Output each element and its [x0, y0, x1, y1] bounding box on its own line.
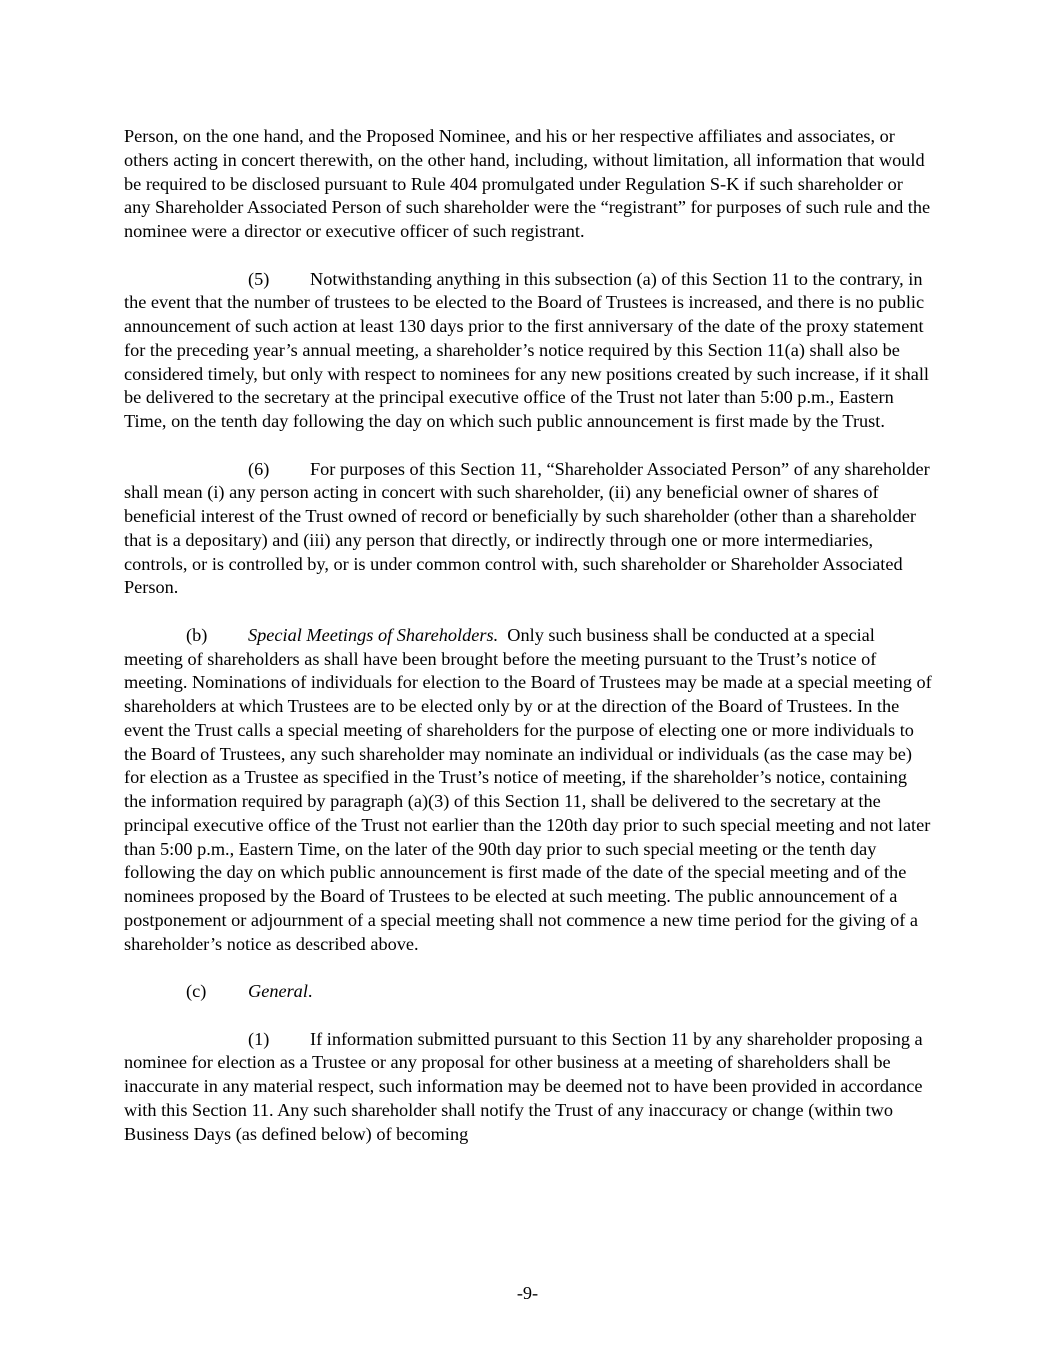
paragraph-a5-text: Notwithstanding anything in this subsection (a) of this Section 11 to the contrary, in the event that the number of trustees to be elected to the Board of Trustees is increased, and there is no public announcement of such action at least 130 days prior to the first anniversary of the date of the proxy statement for the preceding year’s annual meeting, a shareholder’s notice required by this Section 11(a) shall also be considered timely, but only with respect to nominees for any new positions created by such increase, if it shall be delivered to the secretary at the principal executive office of the Trust not later than 5:00 p.m., Eastern Time, on the tenth day following the day on which such public announcement is first made by the Trust. [124, 268, 930, 431]
paragraph-b-heading: Special Meetings of Shareholders. [248, 624, 499, 645]
paragraph-a6 [124, 458, 932, 601]
paragraph-spacer [124, 600, 932, 624]
paragraph-c1-label: (1) [248, 1028, 270, 1049]
paragraph-spacer [124, 956, 932, 980]
paragraph-a5-label: (5) [248, 268, 270, 289]
document-page [124, 125, 932, 1146]
paragraph-spacer [124, 1004, 932, 1028]
paragraph-a5 [124, 268, 932, 434]
paragraph-c1-text: If information submitted pursuant to this Section 11 by any shareholder proposing a nominee for election as a Trustee or any proposal for other business at a meeting of shareholders shall be inaccurate in any material respect, such information may be deemed not to have been provided in accordance with this Section 11. Any such shareholder shall notify the Trust of any inaccuracy or change (within two Business Days (as defined below) of becoming [124, 1028, 923, 1144]
paragraph-c-label: (c) [186, 981, 207, 1001]
page-number: -9- [516, 1283, 539, 1303]
paragraph-c [124, 980, 932, 1004]
paragraph-b-separator [498, 625, 507, 645]
paragraph-a6-text: For purposes of this Section 11, “Shareholder Associated Person” of any shareholder shall mean (i) any person acting in concert with such shareholder, (ii) any beneficial owner of shares of beneficial interest of the Trust owned of record or beneficially by such shareholder (other than a shareholder that is a depositary) and (iii) any person that directly, or indirectly through one or more intermediaries, controls, or is controlled by, or is under common control with, such shareholder or Shareholder Associated Person. [124, 458, 930, 598]
paragraph-b-text: Only such business shall be conducted at a special meeting of shareholders as shall have been brought before the meeting pursuant to the Trust’s notice of meeting. Nominations of individuals for election to the Board of Trustees may be made at a special meeting of shareholders at which Trustees are to be elected only by or at the direction of the Board of Trustees. In the event the Trust calls a special meeting of shareholders for the purpose of electing one or more individuals to the Board of Trustees, any such shareholder may nominate an individual or individuals (as the case may be) for election as a Trustee as specified in the Trust’s notice of meeting, if the shareholder’s notice, containing the information required by paragraph (a)(3) of this Section 11, shall be delivered to the secretary at the principal executive office of the Trust not earlier than the 120th day prior to such special meeting and not later than 5:00 p.m., Eastern Time, on the later of the 90th day prior to such special meeting or the tenth day following the day on which public announcement is first made of the date of the special meeting and of the nominees proposed by the Board of Trustees to be elected at such meeting. The public announcement of a postponement or adjournment of a special meeting shall not commence a new time period for the giving of a shareholder’s notice as described above. [124, 624, 932, 954]
paragraph-spacer [124, 434, 932, 458]
paragraph-c-heading: General [248, 981, 308, 1001]
paragraph-c-trailing: . [307, 981, 313, 1001]
paragraph-spacer [124, 244, 932, 268]
paragraph-c1 [124, 1028, 932, 1147]
paragraph-b [124, 624, 932, 957]
paragraph-b-label: (b) [186, 624, 208, 645]
paragraph-continuation: Person, on the one hand, and the Proposed Nominee, and his or her respective affiliates and associates, or others acting in concert therewith, on the other hand, including, without limitation, all information that would be required to be disclosed pursuant to Rule 404 promulgated under Regulation S-K if such shareholder or any Shareholder Associated Person of such shareholder were the “registrant” for purposes of such rule and the nominee were a director or executive officer of such registrant. [124, 126, 931, 241]
paragraph-a6-label: (6) [248, 458, 270, 479]
